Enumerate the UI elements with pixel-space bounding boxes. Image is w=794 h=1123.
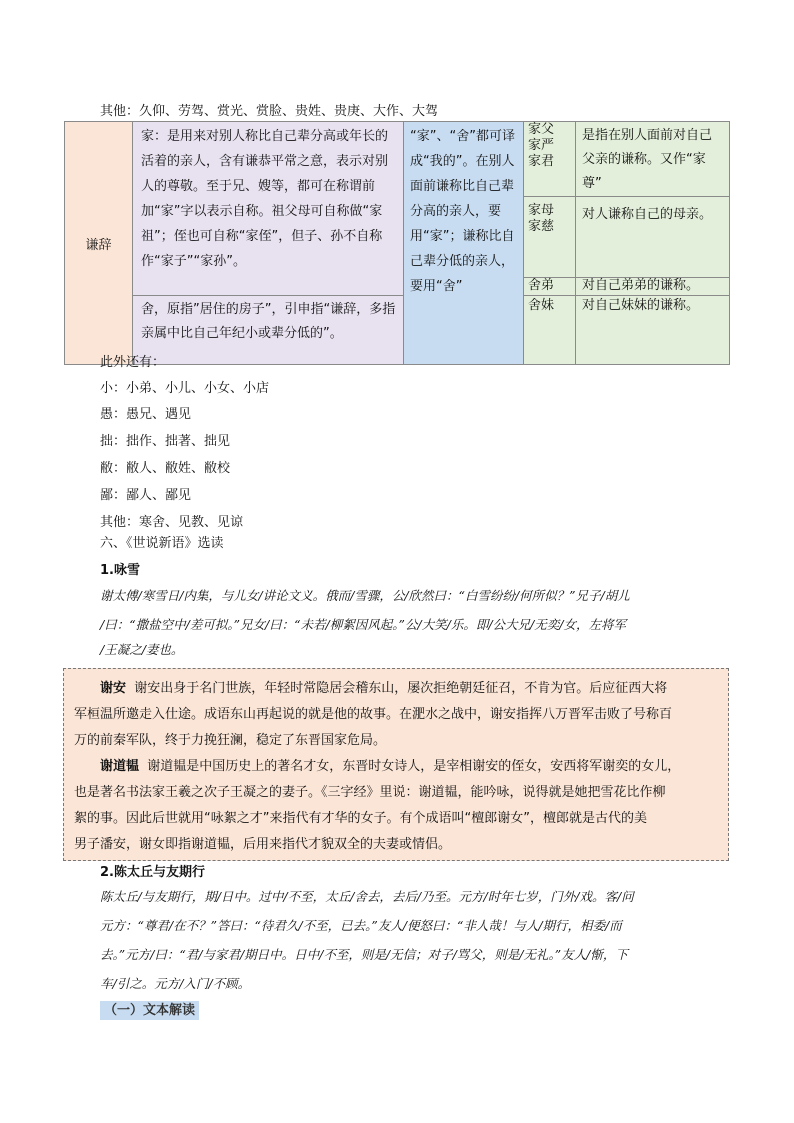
section-six-heading: 六、《世说新语》选读 bbox=[100, 536, 224, 551]
yongxue-text-line-3: /王凝之/妻也。 bbox=[100, 642, 184, 657]
xie-an-text-1: 谢安出身于名门世族，年轻时常隐居会稽东山，屡次拒绝朝廷征召，不肯为官。后应征西大将 bbox=[134, 681, 668, 696]
xie-an-name: 谢安 bbox=[100, 681, 127, 696]
term-jiayan: 家严 bbox=[528, 138, 555, 153]
extra-intro: 此外还有： bbox=[100, 355, 166, 370]
jia-she-summary: “家”、“舍”都可译成“我的”。在别人面前谦称比自己辈分高的亲人，要用“家”；谦称比自己辈分低的亲人，要用“舍” bbox=[404, 122, 524, 365]
other-humble-words-line: 其他：久仰、劳驾、赏光、赏脸、贵姓、贵庚、大作、大驾 bbox=[100, 104, 439, 119]
brother-meaning: 对自己弟弟的谦称。 bbox=[576, 278, 730, 296]
term-shedi: 舍弟 bbox=[524, 278, 576, 296]
term-jiafu: 家父 bbox=[528, 122, 555, 137]
chen-taiqiu-line-4: 车/引之。元方/入门/不顾。 bbox=[100, 976, 251, 991]
extra-other: 其他：寒舍、见教、见谅 bbox=[100, 515, 244, 530]
xie-daoyun-text-4: 男子潘安，谢女即指谢道韫，后用来指代才貌双全的夫妻或情侣。 bbox=[74, 837, 452, 852]
xie-an-text-2: 军桓温所邀走入仕途。成语东山再起说的就是他的故事。在淝水之战中，谢安指挥八万晋军击败了号称百 bbox=[74, 707, 673, 722]
chen-taiqiu-title: 2.陈太丘与友期行 bbox=[100, 865, 205, 880]
extra-bi2: 鄙：鄙人、鄙见 bbox=[100, 488, 192, 503]
yongxue-text-line-2: /曰：“撒盐空中/差可拟。”兄女/曰：“未若/柳絮因风起。”公/大笑/乐。即/公大兄/无奕/女，左将军 bbox=[100, 617, 626, 632]
xie-daoyun-text-2: 也是著名书法家王羲之次子王凝之的妻子。《三字经》里说：谢道韫，能吟咏，说得就是她把雪花比作柳 bbox=[74, 785, 666, 800]
xie-daoyun-name: 谢道韫 bbox=[100, 759, 140, 774]
sister-meaning: 对自己妹妹的谦称。 bbox=[576, 296, 730, 365]
term-shemei: 舍妹 bbox=[524, 296, 576, 365]
extra-zhuo: 拙：拙作、拙著、拙见 bbox=[100, 434, 231, 449]
yongxue-title: 1.咏雪 bbox=[100, 563, 140, 578]
father-terms-cell bbox=[524, 122, 576, 197]
text-interpretation-tag: （一）文本解读 bbox=[100, 1001, 199, 1020]
xie-daoyun-text-1: 谢道韫是中国历史上的著名才女，东晋时女诗人，是宰相谢安的侄女，安西将军谢奕的女儿， bbox=[147, 759, 681, 774]
jia-description: 家：是用来对别人称比自己辈分高或年长的活着的亲人，含有谦恭平常之意，表示对别人的尊敬。至于兄、嫂等，都可在称谓前加“家”字以表示自称。祖父母可自称做“家祖”；侄也可自称“家侄”，但子、孙不自称作“家子”“家孙”。 bbox=[133, 122, 404, 296]
mother-meaning: 对人谦称自己的母亲。 bbox=[576, 197, 730, 278]
term-jiamu: 家母 bbox=[528, 203, 555, 218]
people-note-box bbox=[63, 668, 729, 861]
chen-taiqiu-line-2: 元方：“尊君/在不？”答曰：“待君久/不至，已去。”友人/便怒曰：“非人哉！与人/期行，相委/而 bbox=[100, 918, 622, 933]
yongxue-text-line-1: 谢太傅/寒雪日/内集，与儿女/讲论文义。俄而/雪骤，公/欣然曰：“白雪纷纷/何所似？”兄子/胡儿 bbox=[100, 588, 630, 603]
extra-xiao: 小：小弟、小儿、小女、小店 bbox=[100, 381, 270, 396]
mother-terms-cell bbox=[524, 197, 576, 278]
chen-taiqiu-line-1: 陈太丘/与友期行，期/日中。过中/不至，太丘/舍去，去后/乃至。元方/时年七岁，门外/戏。客/问 bbox=[100, 889, 634, 904]
term-jiajun: 家君 bbox=[528, 154, 555, 169]
father-meaning: 是指在别人面前对自己父亲的谦称。又作“家尊” bbox=[576, 122, 730, 197]
extra-bi: 敝：敝人、敝姓、敝校 bbox=[100, 461, 231, 476]
table-label: 谦辞 bbox=[85, 237, 112, 253]
table-label-cell bbox=[65, 122, 133, 365]
xie-an-text-3: 万的前秦军队，终于力挽狂澜，稳定了东晋国家危局。 bbox=[74, 733, 387, 748]
she-description: 舍，原指”居住的房子”，引申指“谦辞，多指亲属中比自己年纪小或辈分低的”。 bbox=[133, 296, 404, 365]
extra-yu: 愚：愚兄、遇见 bbox=[100, 407, 192, 422]
term-jiaci: 家慈 bbox=[528, 219, 555, 234]
chen-taiqiu-line-3: 去。”元方/曰：“君/与家君/期日中。日中/不至，则是/无信；对子/骂父，则是/无礼。”友人/惭，下 bbox=[100, 947, 628, 962]
humble-words-table bbox=[64, 121, 730, 365]
xie-daoyun-text-3: 絮的事。因此后世就用“咏絮之才”来指代有才华的女子。有个成语叫“檀郎谢女”，檀郎就是古代的美 bbox=[74, 811, 647, 826]
